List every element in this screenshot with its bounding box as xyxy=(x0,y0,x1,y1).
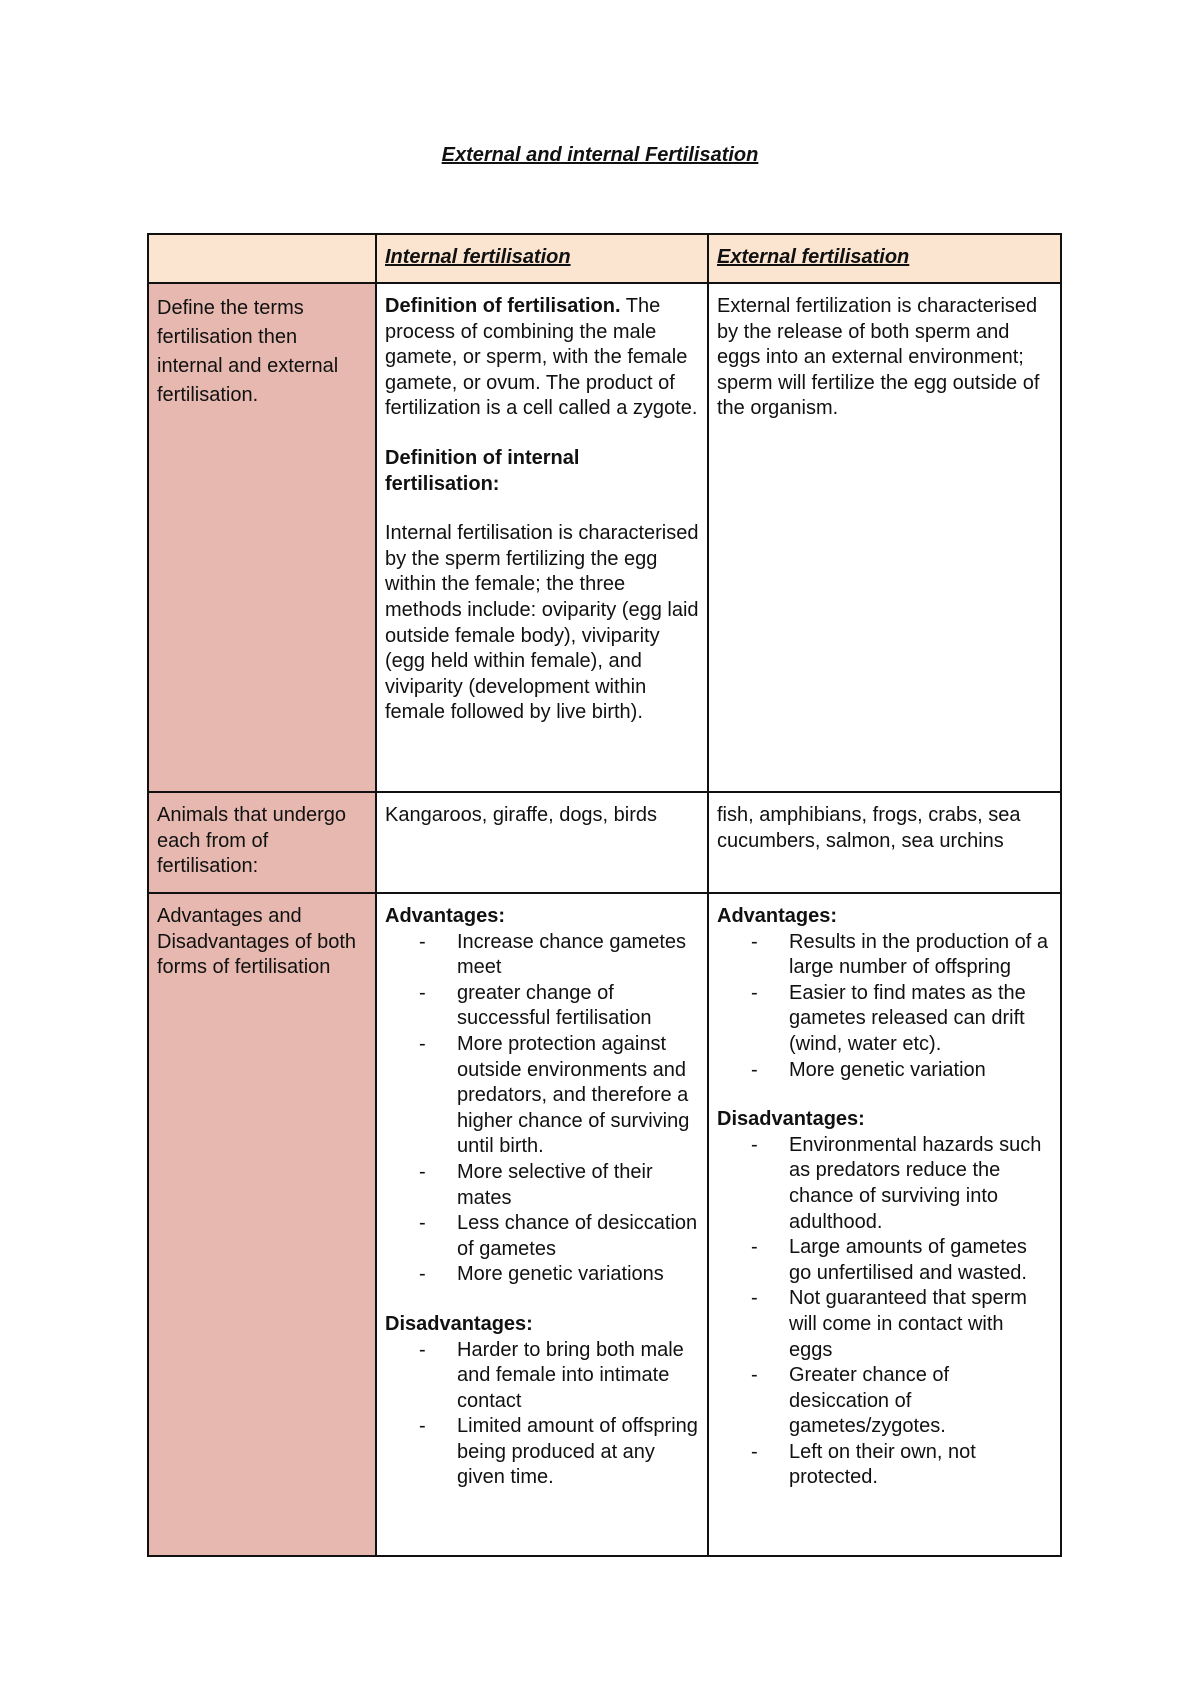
list-item: - Easier to find mates as the gametes released can drift (wind, water etc). xyxy=(717,981,1052,1058)
comparison-table xyxy=(147,233,1062,1557)
def-fertilisation-heading: Definition of fertilisation. xyxy=(385,295,621,317)
list-item: - More genetic variations xyxy=(385,1262,699,1288)
list-item: - Harder to bring both male and female into intimate contact xyxy=(385,1338,699,1415)
list-item: - More genetic variation xyxy=(717,1058,1052,1084)
header-cell-empty xyxy=(148,234,376,283)
row-label-definitions: Define the terms fertilisation then internal and external fertilisation. xyxy=(148,283,376,792)
cell-internal-animals: Kangaroos, giraffe, dogs, birds xyxy=(376,792,708,893)
document-title: External and internal Fertilisation xyxy=(441,144,759,166)
cell-external-definitions: External fertilization is characterised by the release of both sperm and eggs into an external environment; sperm will fertilize the egg outside of the organism. xyxy=(708,283,1061,792)
table-row-definitions xyxy=(148,283,1061,792)
list-item: - Increase chance gametes meet xyxy=(385,930,699,981)
row-label-animals: Animals that undergo each from of fertilisation: xyxy=(148,792,376,893)
list-item: - Limited amount of offspring being produced at any given time. xyxy=(385,1414,699,1491)
table-row-advantages xyxy=(148,893,1061,1556)
internal-advantages-heading: Advantages: xyxy=(385,905,506,927)
def-internal-text: Internal fertilisation is characterised by the sperm fertilizing the egg within the female; the three methods include: oviparity (egg laid outside female body), viviparity (egg held within female), and viviparity (development within female followed by live birth). xyxy=(385,522,699,724)
list-item: - Environmental hazards such as predators reduce the chance of surviving into adulthood. xyxy=(717,1133,1052,1235)
list-item: - Not guaranteed that sperm will come in contact with eggs xyxy=(717,1286,1052,1363)
list-item: - Large amounts of gametes go unfertilised and wasted. xyxy=(717,1235,1052,1286)
cell-external-animals: fish, amphibians, frogs, crabs, sea cucumbers, salmon, sea urchins xyxy=(708,792,1061,893)
external-advantages-heading: Advantages: xyxy=(717,905,838,927)
cell-internal-definitions xyxy=(376,283,708,792)
row-label-advantages: Advantages and Disadvantages of both forms of fertilisation xyxy=(148,893,376,1556)
external-disadvantages-heading: Disadvantages: xyxy=(717,1108,865,1131)
list-item: - Left on their own, not protected. xyxy=(717,1440,1052,1491)
list-item: - More selective of their mates xyxy=(385,1160,699,1211)
list-item: - Greater chance of desiccation of gametes/zygotes. xyxy=(717,1363,1052,1440)
cell-external-advantages xyxy=(708,893,1061,1556)
header-internal: Internal fertilisation xyxy=(376,234,708,283)
cell-internal-advantages xyxy=(376,893,708,1556)
list-item: - greater change of successful fertilisation xyxy=(385,981,699,1032)
header-row xyxy=(148,234,1061,283)
external-disadvantages-list xyxy=(717,1133,1052,1491)
list-item: - More protection against outside environments and predators, and therefore a higher chance of surviving until birth. xyxy=(385,1032,699,1160)
def-fertilisation-text: The process of combining the male gamete, or sperm, with the female gamete, or ovum. The product of fertilization is a cell called a zygote. xyxy=(385,295,698,420)
list-item: - Results in the production of a large number of offspring xyxy=(717,930,1052,981)
header-external: External fertilisation xyxy=(708,234,1061,283)
internal-disadvantages-list xyxy=(385,1338,699,1492)
list-item: - Less chance of desiccation of gametes xyxy=(385,1211,699,1262)
internal-disadvantages-heading: Disadvantages: xyxy=(385,1312,533,1335)
def-internal-heading: Definition of internal fertilisation: xyxy=(385,446,580,495)
internal-advantages-list xyxy=(385,930,699,1288)
external-advantages-list xyxy=(717,930,1052,1084)
table-row-animals xyxy=(148,792,1061,893)
